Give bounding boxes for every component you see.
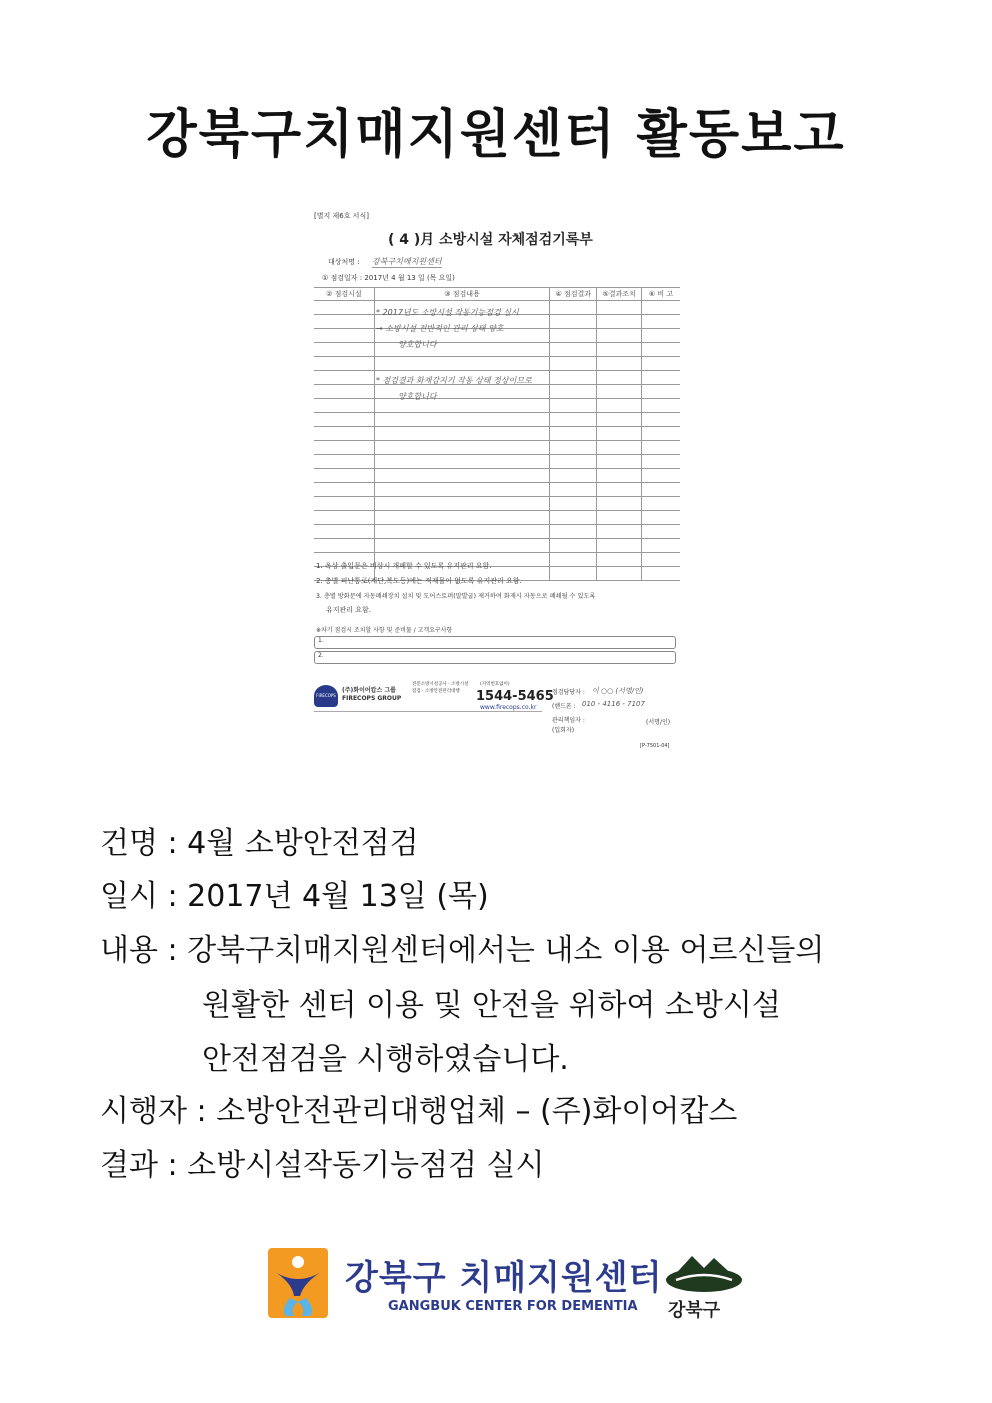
district-name: 강북구 xyxy=(668,1300,721,1321)
center-name: 강북구 치매지원센터 xyxy=(345,1258,663,1298)
executor-value: 소방안전관리대행업체 – (주)화이어캅스 xyxy=(216,1094,738,1129)
table-row xyxy=(314,455,680,469)
subject-label: 건명 xyxy=(100,826,158,861)
handwritten-line: * 2017년도 소방시설 작동기능점검 실시 xyxy=(376,308,519,317)
memo-label: ※차기 점검시 조치할 사항 및 준비물 / 고객요구사항 xyxy=(316,627,453,634)
executor-label: 시행자 xyxy=(100,1094,187,1129)
form-note: 3. 층별 방화문에 자동폐쇄장치 설치 및 도어스토퍼(말발굽) 제거하여 화재시 자동으로 폐쇄될 수 있도록 xyxy=(316,593,596,600)
company-name-ko: (주)화이어캅스 그룹 xyxy=(342,687,396,694)
result-label: 결과 xyxy=(100,1148,158,1183)
company-services: 전문소방시설공사 · 소방시설점검 · 소방안전관리대행 xyxy=(412,682,469,694)
table-row xyxy=(314,441,680,455)
form-target-value: 강북구치매지원센터 xyxy=(372,257,442,266)
table-row xyxy=(314,385,680,399)
center-name-en: GANGBUK CENTER FOR DEMENTIA xyxy=(388,1299,638,1314)
content-label: 내용 xyxy=(100,933,158,968)
handwritten-line: 양호합니다 xyxy=(398,340,437,349)
table-row xyxy=(314,511,680,525)
responsible-sub: (입회자) xyxy=(552,727,575,734)
form-note: 2. 층별 피난통로(계단,복도등)에는 적재물이 없도록 유지관리 요함. xyxy=(316,577,522,585)
memo-row: 2. xyxy=(314,651,676,664)
form-heading: ( 4 )月 소방시설 자체점검기록부 xyxy=(388,232,593,248)
handphone-label: (핸드폰 : xyxy=(552,703,576,710)
table-row xyxy=(314,357,680,371)
company-phone: 1544-5465 xyxy=(476,689,554,704)
inspection-form-scan xyxy=(308,205,680,760)
col-header-content: ③ 점검내용 xyxy=(374,288,549,301)
subject-value: 4월 소방안전점검 xyxy=(187,826,419,861)
table-row xyxy=(314,343,680,357)
responsible-label: 관리책임자 : xyxy=(552,717,585,724)
company-website: www.firecops.co.kr xyxy=(480,704,537,711)
form-note: 유지관리 요함. xyxy=(326,606,372,614)
branch-list-area xyxy=(314,711,542,738)
table-row xyxy=(314,399,680,413)
content-line-3: 안전점검을 시행하였습니다. xyxy=(202,1042,569,1077)
firecops-logo: FIRECOPS xyxy=(314,685,338,707)
date-value: 2017년 4월 13일 (목) xyxy=(187,879,489,914)
table-row xyxy=(314,427,680,441)
form-target-label: 대상처명 : xyxy=(328,258,360,266)
executor-row: 시행자 : 소방안전관리대행업체 – (주)화이어캅스 xyxy=(100,1094,738,1129)
col-header-facility: ② 점검시설 xyxy=(314,288,374,301)
table-row xyxy=(314,525,680,539)
manager-sign: 이 ○○ (서명/인) xyxy=(592,687,644,695)
page-title: 강북구치매지원센터 활동보고 xyxy=(146,105,846,165)
form-code: [P-7501-04] xyxy=(640,743,670,749)
table-row xyxy=(314,483,680,497)
handphone-value: 010 - 4116 - 7107 xyxy=(582,700,645,708)
handwritten-line: 양호합니다 xyxy=(398,392,437,401)
col-header-result: ④ 점검결과 xyxy=(550,288,597,301)
form-attachment-label: [별지 제6호 서식] xyxy=(314,212,369,220)
handwritten-line: * 점검결과 화재감지기 작동 상태 정상이므로 xyxy=(376,376,532,385)
memo-row: 1. xyxy=(314,636,676,649)
district-mountain-icon xyxy=(664,1250,744,1298)
content-line-1: 강북구치매지원센터에서는 내소 이용 어르신들의 xyxy=(187,933,825,968)
center-logo-icon xyxy=(268,1248,328,1318)
col-header-remarks: ⑥ 비 고 xyxy=(642,288,680,301)
table-row xyxy=(314,469,680,483)
phone-label: (지역번호없이) xyxy=(480,682,510,687)
form-date-label: ① 점검일자 : 2017년 4 월 13 일 (목 요일) xyxy=(322,274,455,282)
table-row xyxy=(314,539,680,553)
date-label: 일시 xyxy=(100,879,158,914)
content-row: 내용 : 강북구치매지원센터에서는 내소 이용 어르신들의 xyxy=(100,933,825,968)
handwritten-line: → 소방시설 전반적인 관리 상태 양호 xyxy=(376,324,504,333)
table-row xyxy=(314,497,680,511)
result-row: 결과 : 소방시설작동기능점검 실시 xyxy=(100,1148,545,1183)
col-header-action: ⑤결과조치 xyxy=(597,288,642,301)
manager-label: 점검담당자 : xyxy=(552,689,585,696)
responsible-sign: (서명/인) xyxy=(646,719,671,726)
date-row: 일시 : 2017년 4월 13일 (목) xyxy=(100,879,489,914)
form-note: 1. 옥상 출입문은 비상시 개폐할 수 있도록 유지관리 요함. xyxy=(316,562,492,570)
subject-row: 건명 : 4월 소방안전점검 xyxy=(100,826,419,861)
result-value: 소방시설작동기능점검 실시 xyxy=(187,1148,545,1183)
content-line-2: 원활한 센터 이용 및 안전을 위하여 소방시설 xyxy=(202,988,781,1023)
company-name-en: FIRECOPS GROUP xyxy=(342,695,402,702)
table-row xyxy=(314,413,680,427)
